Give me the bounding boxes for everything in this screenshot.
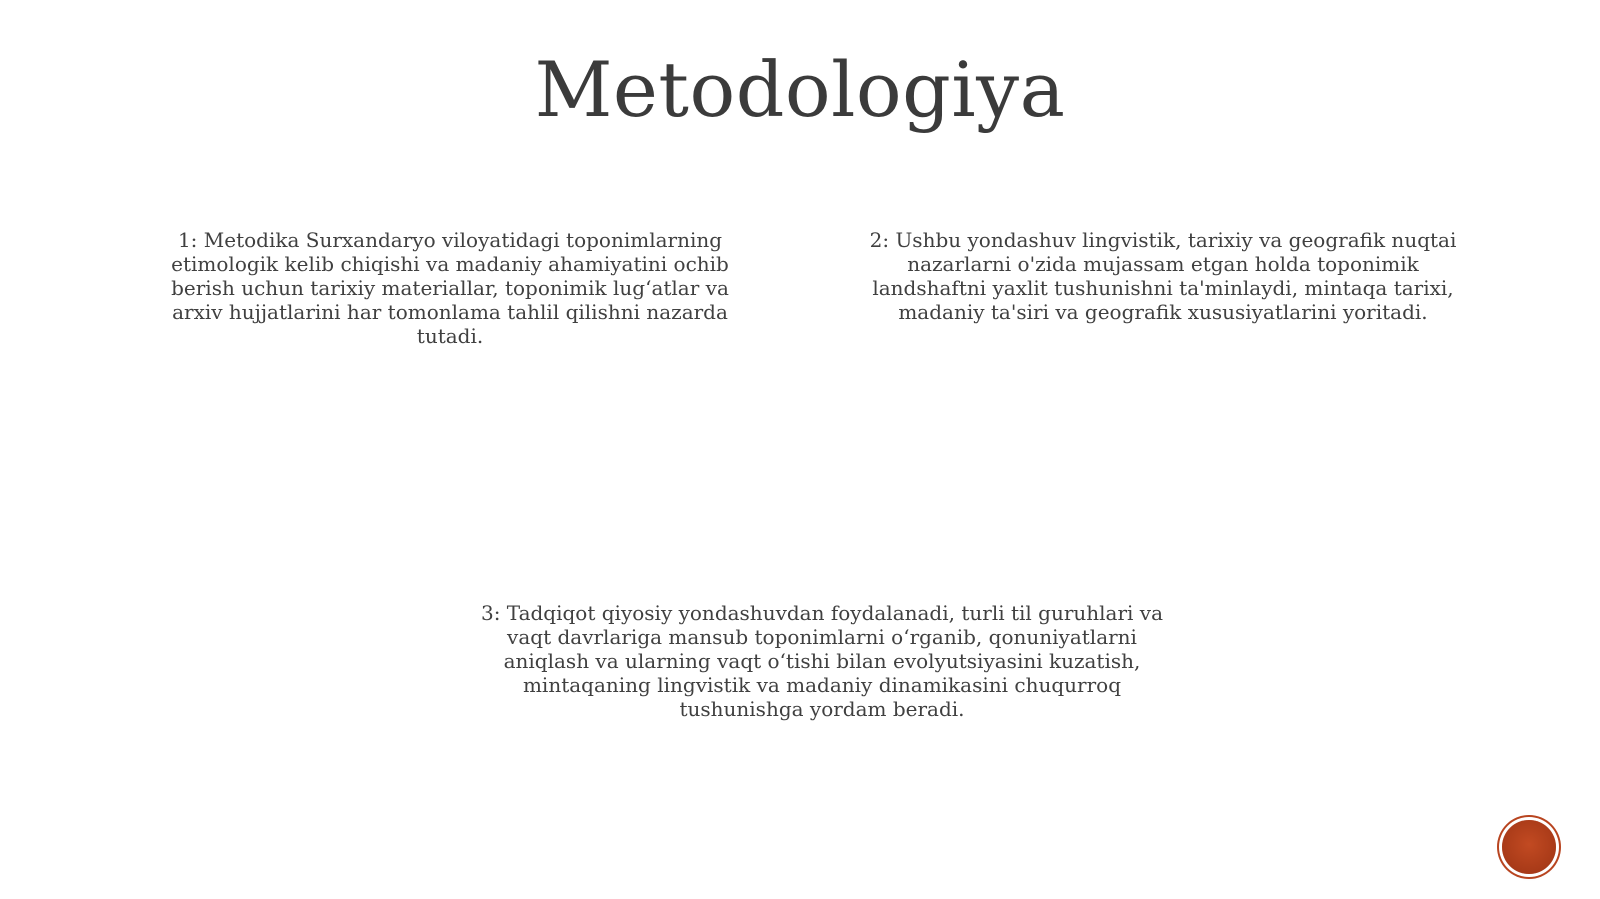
text-block-2: 2: Ushbu yondashuv lingvistik, tarixiy va geografik nuqtai nazarlarni o'zida mujassam etgan holda toponimik landshaftni yaxlit tushunishni ta'minlaydi, mintaqa tarixi, madaniy ta'siri va geografik xususiyatlarini yoritadi. (869, 228, 1457, 324)
text-block-3: 3: Tadqiqot qiyosiy yondashuvdan foydalanadi, turli til guruhlari va vaqt davrlariga mansub toponimlarni o‘rganib, qonuniyatlarni aniqlash va ularning vaqt o‘tishi bilan evolyutsiyasini kuzatish, mintaqaning lingvistik va madaniy dinamikasini chuqurroq tushunishga yordam beradi. (480, 601, 1164, 721)
slide-title: Metodologiya (534, 45, 1066, 134)
text-block-1: 1: Metodika Surxandaryo viloyatidagi toponimlarning etimologik kelib chiqishi va madaniy ahamiyatini ochib berish uchun tarixiy materiallar, toponimik lug‘atlar va arxiv hujjatlarini har tomonlama tahlil qilishni nazarda tutadi. (171, 228, 729, 348)
circle-button-icon[interactable] (1502, 820, 1556, 874)
